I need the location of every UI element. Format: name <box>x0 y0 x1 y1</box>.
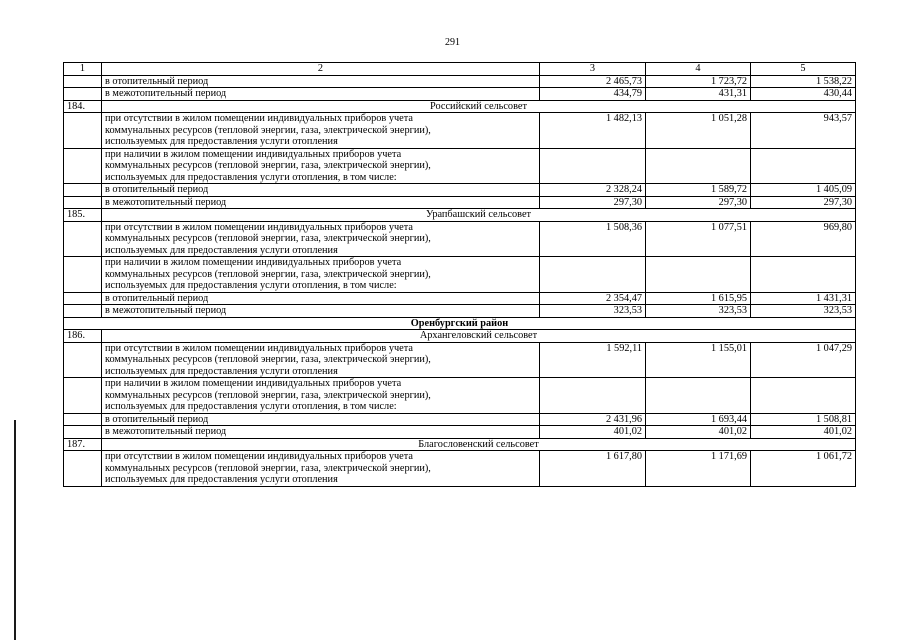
value-cell <box>751 148 856 184</box>
value-cell: 969,80 <box>751 221 856 257</box>
row-label: в межотопительный период <box>102 426 540 439</box>
value-cell: 1 077,51 <box>646 221 751 257</box>
value-cell: 943,57 <box>751 113 856 149</box>
row-label-line: используемых для предоставления услуги отопления <box>105 244 338 256</box>
row-number-cell <box>64 184 102 197</box>
row-number-cell <box>64 305 102 318</box>
section-title: Архангеловский сельсовет <box>102 330 856 343</box>
value-cell: 2 328,24 <box>540 184 646 197</box>
row-label-line: коммунальных ресурсов (тепловой энергии, газа, электрической энергии), <box>105 389 431 401</box>
district-row <box>64 317 856 330</box>
value-cell <box>646 148 751 184</box>
header-cell: 1 <box>64 63 102 76</box>
table-row <box>64 413 856 426</box>
row-label: в отопительный период <box>102 184 540 197</box>
header-row <box>64 63 856 76</box>
row-label: в межотопительный период <box>102 305 540 318</box>
value-cell: 1 155,01 <box>646 342 751 378</box>
section-title: Урапбашский сельсовет <box>102 209 856 222</box>
section-row <box>64 438 856 451</box>
table-row <box>64 378 856 414</box>
row-label <box>102 148 540 184</box>
value-cell: 297,30 <box>646 196 751 209</box>
value-cell: 1 431,31 <box>751 292 856 305</box>
value-cell: 401,02 <box>646 426 751 439</box>
row-label-line: при наличии в жилом помещении индивидуальных приборов учета <box>105 378 402 389</box>
row-label-line: используемых для предоставления услуги отопления <box>105 474 338 485</box>
table-row <box>64 113 856 149</box>
value-cell: 1 615,95 <box>646 292 751 305</box>
row-number-cell <box>64 342 102 378</box>
value-cell: 430,44 <box>751 88 856 101</box>
table-row <box>64 75 856 88</box>
table-row <box>64 451 856 487</box>
row-number-cell <box>64 413 102 426</box>
row-number-cell <box>64 113 102 149</box>
row-number-cell <box>64 378 102 414</box>
row-label: в межотопительный период <box>102 88 540 101</box>
value-cell <box>540 378 646 414</box>
value-cell: 1 508,36 <box>540 221 646 257</box>
value-cell: 1 482,13 <box>540 113 646 149</box>
district-title: Оренбургский район <box>64 317 856 330</box>
value-cell: 2 465,73 <box>540 75 646 88</box>
section-number: 184. <box>64 100 102 113</box>
table-row <box>64 196 856 209</box>
row-label <box>102 451 540 487</box>
row-label-line: коммунальных ресурсов (тепловой энергии, газа, электрической энергии), <box>105 462 431 474</box>
row-label <box>102 257 540 293</box>
value-cell <box>751 378 856 414</box>
row-label-line: при отсутствии в жилом помещении индивидуальных приборов учета <box>105 221 413 233</box>
value-cell: 1 538,22 <box>751 75 856 88</box>
value-cell: 1 617,80 <box>540 451 646 487</box>
value-cell: 323,53 <box>646 305 751 318</box>
value-cell: 1 047,29 <box>751 342 856 378</box>
row-number-cell <box>64 257 102 293</box>
row-label-line: используемых для предоставления услуги отопления <box>105 136 338 147</box>
row-label-line: используемых для предоставления услуги отопления, в том числе: <box>105 401 397 412</box>
row-number-cell <box>64 451 102 487</box>
value-cell: 401,02 <box>751 426 856 439</box>
header-cell: 4 <box>646 63 751 76</box>
row-label-line: при отсутствии в жилом помещении индивидуальных приборов учета <box>105 342 413 354</box>
row-number-cell <box>64 88 102 101</box>
row-label <box>102 342 540 378</box>
row-label-line: коммунальных ресурсов (тепловой энергии, газа, электрической энергии), <box>105 233 431 244</box>
value-cell: 431,31 <box>646 88 751 101</box>
table-row <box>64 292 856 305</box>
header-cell: 2 <box>102 63 540 76</box>
value-cell <box>646 378 751 414</box>
value-cell: 401,02 <box>540 426 646 439</box>
value-cell: 323,53 <box>751 305 856 318</box>
row-label <box>102 378 540 414</box>
table-row <box>64 426 856 439</box>
table-row <box>64 184 856 197</box>
section-row <box>64 330 856 343</box>
row-label-line: коммунальных ресурсов (тепловой энергии, газа, электрической энергии), <box>105 160 431 171</box>
row-label-line: коммунальных ресурсов (тепловой энергии, газа, электрической энергии), <box>105 268 431 280</box>
row-label: в отопительный период <box>102 75 540 88</box>
value-cell <box>646 257 751 293</box>
tariff-table-body <box>64 63 856 487</box>
value-cell: 1 061,72 <box>751 451 856 487</box>
value-cell: 1 171,69 <box>646 451 751 487</box>
row-label-line: используемых для предоставления услуги отопления, в том числе: <box>105 280 397 291</box>
header-cell: 3 <box>540 63 646 76</box>
row-label <box>102 113 540 149</box>
value-cell: 297,30 <box>751 196 856 209</box>
page-number: 291 <box>445 37 460 48</box>
value-cell: 1 508,81 <box>751 413 856 426</box>
table-row <box>64 221 856 257</box>
row-label <box>102 221 540 257</box>
section-row <box>64 209 856 222</box>
value-cell <box>540 148 646 184</box>
tariff-table <box>63 62 856 487</box>
table-row <box>64 305 856 318</box>
row-label-line: при отсутствии в жилом помещении индивидуальных приборов учета <box>105 113 413 124</box>
row-number-cell <box>64 196 102 209</box>
section-title: Российский сельсовет <box>102 100 856 113</box>
row-label: в отопительный период <box>102 292 540 305</box>
value-cell: 2 354,47 <box>540 292 646 305</box>
table-row <box>64 342 856 378</box>
value-cell <box>751 257 856 293</box>
value-cell: 2 431,96 <box>540 413 646 426</box>
row-number-cell <box>64 426 102 439</box>
value-cell: 434,79 <box>540 88 646 101</box>
section-title: Благословенский сельсовет <box>102 438 856 451</box>
value-cell: 1 723,72 <box>646 75 751 88</box>
table-row <box>64 88 856 101</box>
row-label: в межотопительный период <box>102 196 540 209</box>
row-label-line: при наличии в жилом помещении индивидуальных приборов учета <box>105 148 402 160</box>
section-row <box>64 100 856 113</box>
section-number: 185. <box>64 209 102 222</box>
row-number-cell <box>64 221 102 257</box>
header-cell: 5 <box>751 63 856 76</box>
value-cell: 1 051,28 <box>646 113 751 149</box>
value-cell: 323,53 <box>540 305 646 318</box>
value-cell: 1 592,11 <box>540 342 646 378</box>
row-number-cell <box>64 75 102 88</box>
row-number-cell <box>64 292 102 305</box>
value-cell <box>540 257 646 293</box>
section-number: 187. <box>64 438 102 451</box>
row-label-line: коммунальных ресурсов (тепловой энергии, газа, электрической энергии), <box>105 124 431 136</box>
row-label-line: коммунальных ресурсов (тепловой энергии, газа, электрической энергии), <box>105 354 431 365</box>
table-row <box>64 257 856 293</box>
row-label-line: используемых для предоставления услуги отопления <box>105 365 338 377</box>
row-label-line: при наличии в жилом помещении индивидуальных приборов учета <box>105 257 402 268</box>
row-label: в отопительный период <box>102 413 540 426</box>
table-row <box>64 148 856 184</box>
row-label-line: при отсутствии в жилом помещении индивидуальных приборов учета <box>105 451 413 462</box>
value-cell: 1 405,09 <box>751 184 856 197</box>
section-number: 186. <box>64 330 102 343</box>
scan-edge-mark <box>14 420 16 640</box>
value-cell: 1 589,72 <box>646 184 751 197</box>
value-cell: 1 693,44 <box>646 413 751 426</box>
row-label-line: используемых для предоставления услуги отопления, в том числе: <box>105 171 397 183</box>
row-number-cell <box>64 148 102 184</box>
value-cell: 297,30 <box>540 196 646 209</box>
